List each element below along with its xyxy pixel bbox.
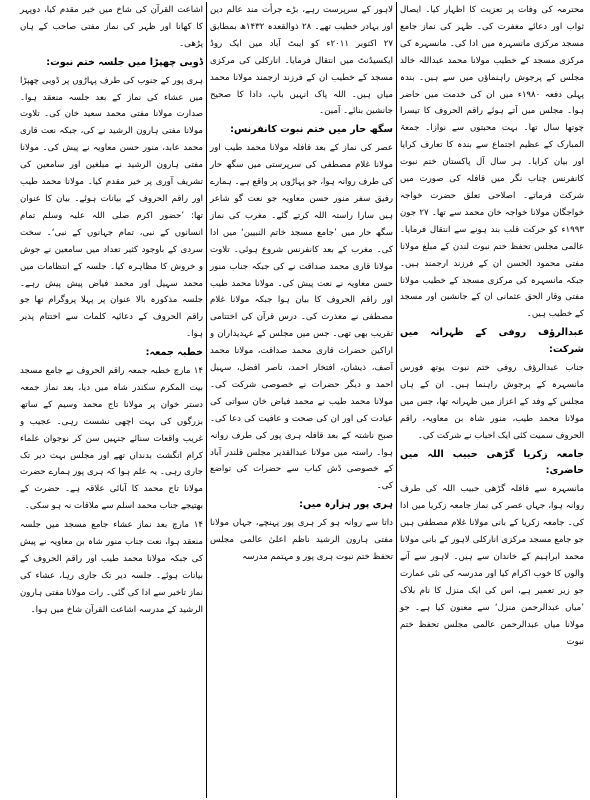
paragraph: ۱۴ مارچ خطبہ جمعہ راقم الحروف نے جامع مسجد بیت المکرم سکندر شاہ میں دیا، بعد نماز جمعہ دستر خوان پر مولانا تاج محمد وسیم کے ساتھ بزرگوں کی بہت اچھی نشست رہی۔ عجیب و غریب واقعات سنائے جنہیں سن کر نوجوان علماء کرام انگشت بدنداں تھے اور مجلس بہت دیر تک جاری رہی۔ یہ علم ہوا کہ ہری پور ہمارے حضرت مولانا تاج محمد کا آبائی علاقہ ہے۔ حضرت کے بھتیجے جناب محمد اسلم سے ملاقات نہ ہو سکی۔ — [20, 366, 203, 512]
paragraph: داتا سے روانہ ہو کر ہری پور پہنچے، جہاں مولانا مفتی ہارون الرشید ناظم اعلیٰ عالمی مجلس تحفظ ختم نبوت ہری پور و مہتمم مدرسہ — [210, 518, 393, 562]
paragraph: محترمہ کی وفات پر تعزیت کا اظہار کیا۔ ایصال ثواب اور دعائے مغفرت کی۔ ظہر کی نماز جامع مسجد مرکزی مانسہرہ میں ادا کی۔ مانسہرہ کی مرکزی مسجد کے خطیب مولانا محمد عبداللہ خالد مجلس کے پرجوش راہنماؤں میں سے ہیں۔ بندہ پہلی دفعہ ۱۹۸۰ء میں ان کی خدمت میں حاضر ہوا۔ مجلس میں آتے ہوئے راقم الحروف کا تیسرا چوتھا سال تھا۔ بہت محبتوں سے نوازا۔ جمعۃ المبارک کے عظیم اجتماع سے بندہ کا تعارف کرایا اور بیان کرایا۔ ہر سال آل پاکستان ختم نبوت کانفرنس چناب نگر میں قافلہ کی صورت میں شرکت فرماتے۔ اصلاحی تعلق حضرت خواجہ خواجگان مولانا خواجہ خان محمد سے تھا۔ ۲۷ جون ۱۹۹۳ء کو حرکت قلب بند ہونے سے انتقال فرمایا۔ عالمی مجلس تحفظ ختم نبوت لندن کے مبلغ مولانا مفتی محمود الحسن ان کے فرزند ارجمند ہیں۔ جبکہ مانسہرہ کی مرکزی مسجد کے خطیب مولانا مفتی وقار الحق عثمانی ان کے جانشین اور مسجد کے خطیب ہیں۔ — [400, 5, 585, 320]
section-heading: ڈوبی چھپڑا میں جلسہ ختم نبوت: — [46, 56, 203, 68]
paragraph: ۱۴ مارچ بعد نماز عشاء جامع مسجد میں جلسہ منعقد ہوا، نعت جناب منور شاہ بن معاویہ نے پیش کی جبکہ مولانا محمد طیب اور راقم الحروف کے بیانات ہوئے۔ جلسہ دیر تک جاری رہا، عشاء کی نماز تاخیر سے ادا کی گئی۔ رات مولانا مفتی ہارون الرشید کے مدرسہ اشاعت القرآن شاخ میں ہوا۔ — [20, 520, 203, 615]
section-heading: ہری پور ہزارہ میں: — [299, 499, 393, 511]
section-heading: سگھ حار میں ختم نبوت کانفرنس: — [230, 124, 393, 136]
section-heading: خطبہ جمعہ: — [145, 347, 203, 359]
text-column-middle — [207, 2, 397, 798]
paragraph: لاہور کے سرپرست رہے، بڑے جرأت مند عالم دین اور بہادر خطیب تھے۔ ۲۸ ذوالقعدہ ۱۴۳۲ھ بمطابق ۲۷ اکتوبر ۲۰۱۱ء کو ایبٹ آباد میں ایک روڈ ایکسیڈنٹ میں انتقال فرمایا۔ انارکلی کی مرکزی مسجد کے خطیب ان کے فرزند ارجمند مولانا محمد میاں ہیں۔ اللہ پاک انہیں باپ، دادا کا صحیح جانشین بنائے۔ آمین۔ — [210, 5, 393, 117]
paragraph: ہری پور کے جنوب کی طرف پہاڑوں پر ڈوبی چھپڑا میں عشاء کی نماز کے بعد جلسہ منعقد ہوا۔ صدارت مولانا مفتی محمد سعید خان کی۔ تلاوت مولانا مفتی ہارون الرشید نے کی، جبکہ نعت قاری محمد عابد، منور حسن معاویہ نے پیش کی۔ مولانا مفتی ہارون الرشید نے مبلغین اور سامعین کی تشریف آوری پر خیر مقدم کیا۔ مولانا محمد طیب اور راقم الحروف کے بیانات ہوئے۔ بیان کا عنوان تھا: ’حضور اکرم صلی اللہ علیہ وسلم تمام انسانوں کے نبی، تمام جہانوں کے نبی‘۔ سخت سردی کے باوجود کثیر تعداد میں سامعین نے جوش و خروش کا مظاہرہ کیا۔ جلسہ کے انتظامات میں محمد سہیل اور محمد فیاض پیش پیش رہے۔ جلسہ مذکورہ بالا عنوان پر پہلا پروگرام تھا جو راقم الحروف کے دعائیہ کلمات سے اختتام پذیر ہوا۔ — [20, 75, 203, 340]
section-heading: جامعہ زکریا گڑھی حبیب اللہ میں حاضری: — [400, 448, 584, 477]
text-column-left — [17, 2, 207, 798]
text-column-right — [397, 2, 587, 798]
paragraph: جناب عبدالرؤف روفی ختم نبوت یوتھ فورس مانسہرہ کے پرجوش راہنما ہیں۔ ان کے ہاں مجلس کے وفد کے اعزاز میں ظہرانہ تھا، جس میں مولانا محمد طیب، منور شاہ بن معاویہ، راقم الحروف سمیت کئی ایک احباب نے شرکت کی۔ — [400, 363, 584, 441]
section-heading: عبدالرؤف روفی کے ظہرانہ میں شرکت: — [400, 327, 584, 356]
paragraph: مانسہرہ سے قافلہ گڑھی حبیب اللہ کی طرف روانہ ہوا، جہاں عصر کی نماز جامعہ زکریا میں ادا کی۔ جامعہ زکریا کے بانی مولانا غلام مصطفی ہیں جو جامع مسجد مرکزی انارکلی لاہور کے بانی مولانا محمد ابراہیم کے خاندان سے ہیں۔ لاہور سے آنے والوں کا خوب اکرام کیا اور مدرسہ کی نئی عمارت جو زیر تعمیر ہے، اس کی ایک منزل کا نام بلاک ’میاں عبدالرحمن منزل‘ سے معنون کیا ہے۔ جو مولانا میاں عبدالرحمن عالمی مجلس تحفظ ختم نبوت — [400, 484, 584, 647]
paragraph: عصر کی نماز کے بعد قافلہ مولانا محمد طیب اور مولانا غلام مصطفی کی سرپرستی میں سگھ حار کی طرف روانہ ہوا، جو پہاڑوں پر واقع ہے۔ ہمارے رفیق سفر منور حسن معاویہ جو نعت گو شاعر ہیں سارا راستہ اللہ کرتے گئے۔ مغرب کی نماز سگھ حار میں ’جامع مسجد خاتم النبیین‘ میں ادا کی۔ مغرب کے بعد کانفرنس شروع ہوئی۔ تلاوت مولانا قاری محمد صداقت نے کی جبکہ جناب منور حسن معاویہ نے نعت پیش کی۔ مولانا محمد طیب اور راقم الحروف کا بیان ہوا جبکہ مولانا غلام مصطفی نے معذرت کی۔ درس قرآن کی اختتامی تقریب بھی تھی۔ جس میں مجلس کے عہدیداران و اراکین حضرات قاری محمد صداقت، مولانا محمد آصف، ذیشان، افتخار احمد، ناصر افضل، سہیل احمد و دیگر حضرات نے خصوصی شرکت کی۔ مولانا محمد طیب نے محمد فیاض خان سواتی کی عیادت کی اور ان کی صحت و عافیت کی دعا کی۔ صبح ناشتہ کے بعد قافلہ ہری پور کی طرف روانہ ہوا۔ راستہ میں مولانا عبدالقدیر مجلس قلندر آباد کے خصوصی ڈش کباب سے حضرات کی تواضع کی۔ — [210, 143, 393, 492]
paragraph: اشاعت القرآن کی شاخ میں خیر مقدم کیا، دوپہر کا کھانا اور ظہر کی نماز مفتی صاحب کے ہاں پڑھی۔ — [20, 5, 203, 49]
